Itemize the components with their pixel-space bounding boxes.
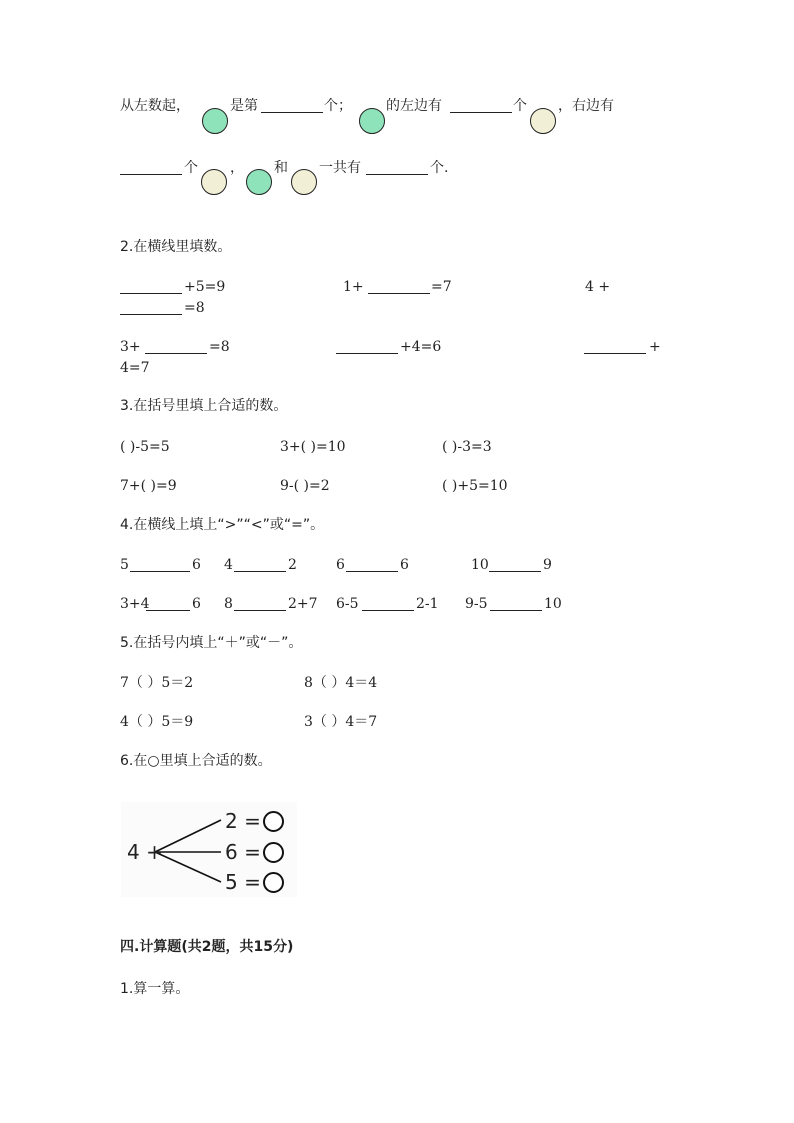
q3-expr: ( )+5=10 — [442, 478, 508, 494]
blank[interactable] — [584, 339, 646, 354]
q5-expr: 7（ ）5＝2 — [120, 675, 194, 691]
blank[interactable] — [234, 596, 286, 611]
q4-num: 6 — [192, 557, 201, 573]
q4-num: 6 — [400, 557, 409, 573]
intro-text-5: 个 — [513, 98, 527, 114]
blank[interactable] — [120, 300, 182, 315]
q5-expr: 3（ ）4＝7 — [304, 714, 378, 730]
q4-title: 4.在横线上填上“>”“<”或“=”。 — [120, 517, 325, 533]
q6-row-text: 5 = — [225, 870, 261, 894]
q6-row-text: 2 = — [225, 809, 261, 833]
q6-title: 6.在○里填上合适的数。 — [120, 753, 272, 769]
q2-expr: 4=7 — [120, 360, 150, 376]
intro-text-1: 从左数起， — [120, 98, 190, 114]
green-circle — [359, 108, 385, 134]
q4-num: 2-1 — [416, 596, 439, 612]
blank[interactable] — [368, 279, 430, 294]
q5-expr: 8（ ）4＝4 — [304, 675, 378, 691]
blank[interactable] — [450, 98, 512, 113]
blank[interactable] — [146, 596, 190, 611]
q6-row-text: 6 = — [225, 840, 261, 864]
blank[interactable] — [362, 596, 414, 611]
intro-text-3: 个； — [324, 98, 352, 114]
q2-expr: =8 — [184, 300, 205, 316]
answer-circle[interactable] — [263, 811, 284, 832]
answer-circle[interactable] — [263, 872, 284, 893]
blank[interactable] — [489, 557, 541, 572]
q6-left-text: 4 + — [127, 840, 163, 864]
q4-num: 5 — [120, 557, 129, 573]
q4-num: 9-5 — [465, 596, 488, 612]
section4-title: 四.计算题(共2题，共15分) — [120, 939, 294, 955]
intro-text-2: 是第 — [230, 98, 258, 114]
blank[interactable] — [261, 98, 323, 113]
q2-expr: =8 — [209, 339, 230, 355]
q4-num: 2+7 — [288, 596, 318, 612]
blank[interactable] — [346, 557, 398, 572]
blank[interactable] — [130, 557, 190, 572]
blank[interactable] — [234, 557, 286, 572]
q2-expr: +4=6 — [400, 339, 442, 355]
blank[interactable] — [120, 279, 182, 294]
q3-expr: 9-( )=2 — [280, 478, 330, 494]
q3-expr: 7+( )=9 — [120, 478, 177, 494]
q4-num: 9 — [543, 557, 552, 573]
q4-num: 6 — [192, 596, 201, 612]
q4-num: 10 — [544, 596, 562, 612]
q3-expr: ( )-3=3 — [442, 439, 492, 455]
q2-expr: 4 + — [585, 279, 611, 295]
answer-circle[interactable] — [263, 842, 284, 863]
q4-num: 8 — [224, 596, 233, 612]
q3-title: 3.在括号里填上合适的数。 — [120, 398, 288, 414]
q4-num: 4 — [224, 557, 233, 573]
intro-text-8: ， — [230, 160, 244, 176]
cream-circle — [530, 108, 556, 134]
q2-expr: +5=9 — [184, 279, 226, 295]
q3-expr: 3+( )=10 — [280, 439, 346, 455]
cream-circle — [291, 169, 317, 195]
intro-text-10: 一共有 — [319, 160, 361, 176]
s4q1-title: 1.算一算。 — [120, 981, 190, 997]
q2-title: 2.在横线里填数。 — [120, 239, 232, 255]
intro-text-6: ，右边有 — [558, 98, 614, 114]
q2-expr: 1+ — [343, 279, 364, 295]
blank[interactable] — [490, 596, 542, 611]
q4-num: 6-5 — [336, 596, 359, 612]
q2-expr: =7 — [431, 279, 452, 295]
intro-text-4: 的左边有 — [386, 98, 442, 114]
green-circle — [202, 108, 228, 134]
intro-text-7: 个 — [184, 160, 198, 176]
blank[interactable] — [120, 160, 182, 175]
blank[interactable] — [336, 339, 398, 354]
blank[interactable] — [366, 160, 428, 175]
q4-num: 6 — [336, 557, 345, 573]
q5-expr: 4（ ）5＝9 — [120, 714, 194, 730]
q6-figure — [121, 802, 297, 897]
q4-num: 2 — [288, 557, 297, 573]
q4-num: 3+4 — [120, 596, 150, 612]
blank[interactable] — [145, 339, 207, 354]
q4-num: 10 — [471, 557, 489, 573]
q3-expr: ( )-5=5 — [120, 439, 170, 455]
q2-expr: 3+ — [120, 339, 141, 355]
intro-text-11: 个. — [430, 160, 449, 176]
q5-title: 5.在括号内填上“＋”或“－”。 — [120, 635, 303, 651]
cream-circle — [201, 169, 227, 195]
q2-expr: + — [649, 339, 661, 355]
intro-text-9: 和 — [274, 160, 288, 176]
green-circle — [246, 169, 272, 195]
